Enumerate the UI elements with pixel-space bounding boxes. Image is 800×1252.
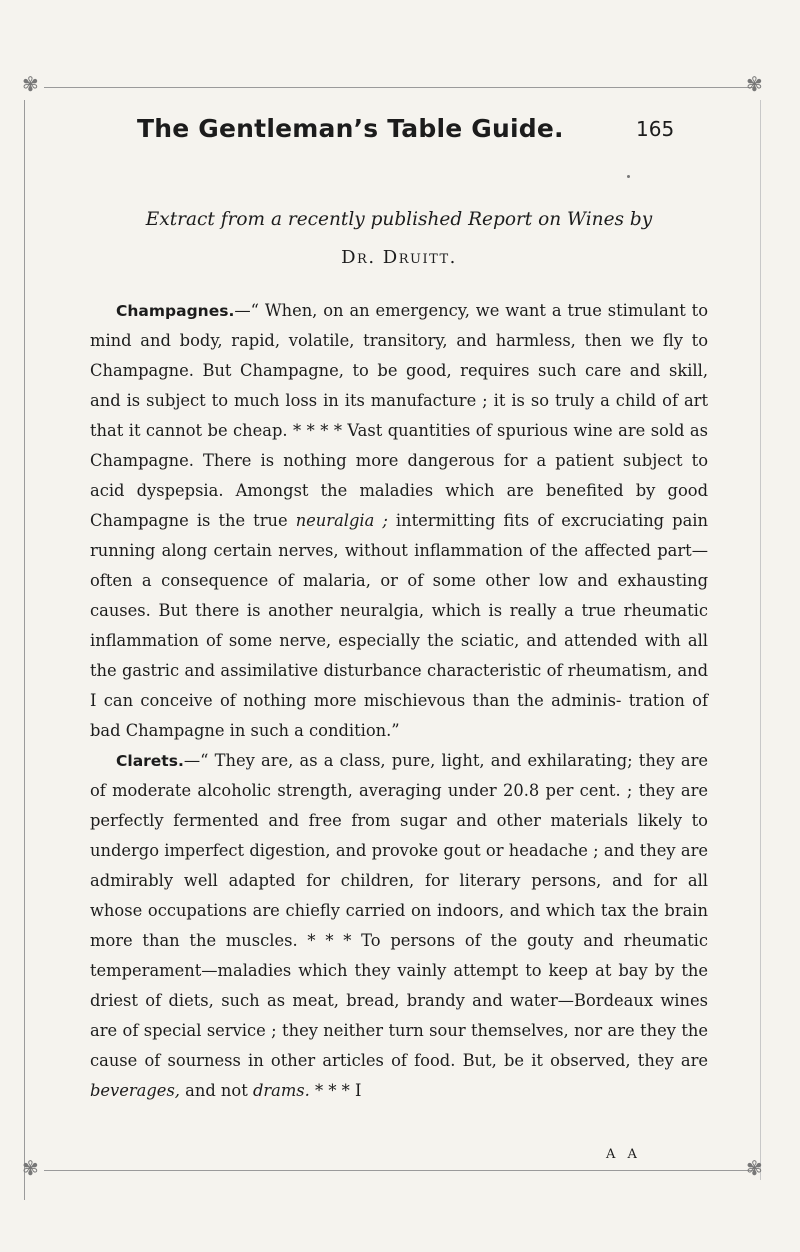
clarets-italic-2: drams.	[252, 1081, 310, 1100]
champagnes-text-b: intermitting fits of excruciating pain running along certain nerves, without inflammation of the affected part—often a consequence of malaria, or of some other low and exhausting causes. But there is another neuralgia, which is really a true rheumatic inflammation of some nerve, especially the sciatic, and attended with all the gastric and assimilative disturbance characteristic of rheumatism, and I can conceive of nothing more mischievous than the adminis- tration of bad Champagne in such a condition.”	[90, 511, 708, 740]
champagnes-paragraph	[90, 296, 708, 746]
running-title: The Gentleman’s Table Guide.	[137, 114, 564, 143]
corner-ornament-icon: ✾	[22, 1156, 39, 1180]
left-border-rule	[24, 100, 25, 1200]
corner-ornament-icon: ✾	[746, 1156, 763, 1180]
body-text	[90, 296, 708, 1106]
champagnes-lead: Champagnes.	[116, 302, 235, 320]
bottom-border-rule	[44, 1170, 754, 1171]
extract-heading: Extract from a recently published Report on Wines by	[145, 209, 653, 230]
signature-mark: A A	[606, 1147, 641, 1162]
clarets-text-c: * * * I	[309, 1081, 362, 1100]
clarets-paragraph	[90, 746, 708, 1106]
champagnes-text-a: —“ When, on an emergency, we want a true stimulant to mind and body, rapid, volatile, transitory, and harmless, then we fly to Champagne. But Champagne, to be good, requires such care and skill, and is subject to much loss in its manufacture ; it is so truly a child of art that it cannot be cheap. * * * * Vast quantities of spurious wine are sold as Champagne. There is nothing more dangerous for a patient subject to acid dyspepsia. Amongst the maladies which are benefited by good Champagne is the true	[90, 301, 708, 530]
top-border-rule	[44, 87, 754, 88]
right-border-rule	[760, 100, 761, 1180]
clarets-text-a: —“ They are, as a class, pure, light, and exhilarating; they are of moderate alcoholic strength, averaging under 20.8 per cent. ; they are perfectly fermented and free from sugar and other materials likely to undergo imperfect digestion, and provoke gout or headache ; and they are admirably well adapted for children, for literary persons, and for all whose occupations are chiefly carried on indoors, and which tax the brain more than the muscles. * * * To persons of the gouty and rheumatic temperament—maladies which they vainly attempt to keep at bay by the driest of diets, such as meat, bread, brandy and water—Bordeaux wines are of special service ; they neither turn sour themselves, nor are they the cause of sourness in other articles of food. But, be it observed, they are	[90, 751, 708, 1070]
ink-dot	[627, 175, 630, 178]
extract-author: Dr. Druitt.	[341, 247, 457, 268]
corner-ornament-icon: ✾	[22, 72, 39, 96]
page-number: 165	[636, 117, 675, 141]
champagnes-italic: neuralgia ;	[295, 511, 388, 530]
clarets-lead: Clarets.	[116, 752, 184, 770]
clarets-italic-1: beverages,	[90, 1081, 180, 1100]
clarets-text-b: and not	[179, 1081, 253, 1100]
corner-ornament-icon: ✾	[746, 72, 763, 96]
